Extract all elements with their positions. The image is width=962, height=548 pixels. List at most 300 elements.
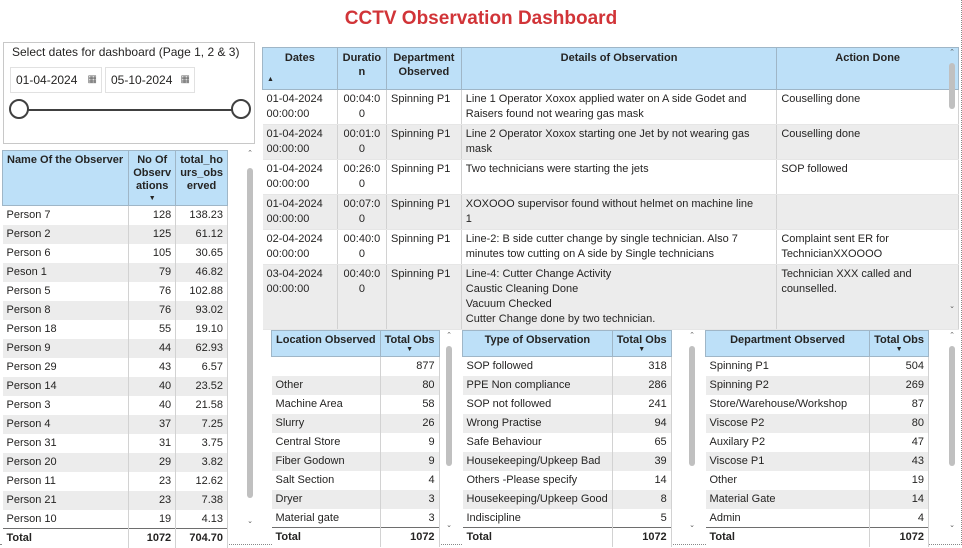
table-cell: 14 [612, 471, 671, 490]
sort-desc-icon[interactable]: ▼ [638, 346, 646, 353]
table-cell: 8 [612, 490, 671, 509]
table-cell [263, 125, 338, 160]
table-cell [777, 90, 959, 125]
start-date-value: 01-04-2024 [16, 73, 78, 87]
scroll-up-icon[interactable]: ⌃ [446, 332, 452, 339]
text-line: 03-04-2024 [266, 268, 323, 280]
text-line: Spinning P1 [391, 93, 451, 105]
table-cell: Other [272, 376, 381, 395]
slider-start-handle[interactable] [9, 99, 29, 119]
table-row[interactable] [463, 509, 672, 528]
table-cell: 6.57 [176, 358, 228, 377]
table-cell: Indiscipline [463, 509, 613, 528]
text-line: Dates [284, 52, 315, 64]
start-date-input[interactable] [10, 67, 102, 93]
text-line: 00:40:0 [343, 268, 381, 280]
text-line: minutes tow cutting on A side by Single technicians [465, 248, 715, 260]
text-line: Raisers found not wearing gas mask [465, 108, 644, 120]
table-cell: Person 4 [3, 415, 129, 434]
table-cell: Person 5 [3, 282, 129, 301]
column-header[interactable] [337, 48, 386, 90]
scroll-up-icon[interactable]: ⌃ [949, 332, 955, 339]
table-cell: Admin [706, 509, 870, 528]
column-header[interactable]: Total Obs ▼ [870, 331, 929, 357]
date-range-slicer[interactable] [3, 42, 255, 144]
table-cell: Slurry [272, 414, 381, 433]
table-cell: 3 [380, 490, 439, 509]
column-header[interactable]: Total Obs ▼ [612, 331, 671, 357]
text-line: Spinning P1 [391, 163, 451, 175]
text-line: Name Of the Observer [7, 154, 124, 166]
text-line: 00:07:0 [343, 198, 381, 210]
text-line: erved [186, 180, 217, 192]
table-row[interactable] [706, 433, 929, 452]
text-line: 00:00:00 [266, 213, 310, 225]
table-cell: 7.25 [176, 415, 228, 434]
table-cell: 19 [870, 471, 929, 490]
table-cell: 269 [870, 376, 929, 395]
table-cell: 30.65 [176, 244, 228, 263]
calendar-icon[interactable]: ▦ [180, 74, 190, 85]
table-cell: 128 [129, 206, 176, 225]
table-cell [387, 265, 462, 330]
table-cell: Fiber Godown [272, 452, 381, 471]
total-cell: 1072 [870, 528, 929, 547]
table-cell: 23 [129, 491, 176, 510]
table-cell: Material gate [272, 509, 381, 528]
table-cell: Person 8 [3, 301, 129, 320]
table-row[interactable] [3, 225, 228, 244]
table-cell: 4 [870, 509, 929, 528]
observation-row[interactable] [263, 125, 959, 160]
scroll-down-icon[interactable]: ⌄ [949, 522, 955, 529]
table-cell: 105 [129, 244, 176, 263]
table-cell [461, 195, 777, 230]
scroll-up-icon[interactable]: ⌃ [949, 49, 955, 56]
text-line: 00:00:00 [266, 178, 310, 190]
table-cell: Auxilary P2 [706, 433, 870, 452]
table-cell: Person 7 [3, 206, 129, 225]
text-line: Line-2: B side cutter change by single technician. Also 7 [465, 233, 738, 245]
text-line: Department [393, 52, 455, 64]
table-cell: Person 11 [3, 472, 129, 491]
text-line: 02-04-2024 [266, 233, 323, 245]
table-row[interactable] [3, 206, 228, 225]
table-cell [461, 90, 777, 125]
table-cell: SOP followed [463, 357, 613, 376]
total-cell: 704.70 [176, 529, 228, 548]
text-line: Caustic Cleaning Done [465, 283, 579, 295]
department-table [705, 330, 929, 544]
table-cell: Housekeeping/Upkeep Good [463, 490, 613, 509]
table-cell: 7.38 [176, 491, 228, 510]
column-header[interactable] [777, 48, 959, 90]
table-cell: 138.23 [176, 206, 228, 225]
table-row[interactable] [3, 282, 228, 301]
column-header[interactable]: Type of Observation [463, 331, 613, 357]
text-line: 00:01:0 [343, 128, 381, 140]
text-line: urs_obs [180, 167, 223, 179]
table-cell: 80 [870, 414, 929, 433]
table-cell: PPE Non compliance [463, 376, 613, 395]
table-cell: 93.02 [176, 301, 228, 320]
text-line: Two technicians were starting the jets [465, 163, 649, 175]
total-cell: 1072 [380, 528, 439, 547]
text-line: 00:00:00 [266, 108, 310, 120]
sort-asc-icon[interactable]: ▲ [267, 76, 274, 83]
column-header[interactable] [461, 48, 777, 90]
table-row[interactable] [3, 377, 228, 396]
table-row[interactable] [272, 509, 440, 528]
total-cell: 1072 [612, 528, 671, 547]
table-cell: Other [706, 471, 870, 490]
table-row[interactable] [272, 452, 440, 471]
text-line: Duratio [342, 52, 382, 64]
table-cell: 94 [612, 414, 671, 433]
table-cell: 9 [380, 433, 439, 452]
column-header[interactable] [387, 48, 462, 90]
scroll-thumb[interactable] [689, 346, 695, 466]
table-row[interactable] [463, 471, 672, 490]
table-row[interactable] [463, 452, 672, 471]
scroll-thumb[interactable] [949, 63, 955, 109]
text-line: Action Done [835, 52, 901, 64]
text-line: Observed [398, 66, 450, 78]
table-cell: Person 20 [3, 453, 129, 472]
table-row[interactable] [463, 490, 672, 509]
table-cell: Person 21 [3, 491, 129, 510]
table-cell: 26 [380, 414, 439, 433]
table-cell: 47 [870, 433, 929, 452]
observer-table [2, 150, 228, 545]
table-cell: 3.82 [176, 453, 228, 472]
total-cell: Total [3, 529, 129, 548]
table-row[interactable] [3, 396, 228, 415]
text-line: 01-04-2024 [266, 128, 323, 140]
table-row[interactable] [463, 414, 672, 433]
location-table-scrollbar[interactable] [445, 330, 453, 538]
scroll-up-icon[interactable]: ⌃ [689, 332, 695, 339]
table-cell: Person 2 [3, 225, 129, 244]
total-cell: Total [463, 528, 613, 547]
scroll-down-icon[interactable]: ⌄ [446, 522, 452, 529]
table-cell: 241 [612, 395, 671, 414]
text-line: 0 [358, 143, 365, 155]
table-cell [387, 230, 462, 265]
scroll-thumb[interactable] [247, 168, 253, 498]
table-cell: 29 [129, 453, 176, 472]
text-line: total_ho [180, 154, 223, 166]
table-cell [387, 125, 462, 160]
table-cell [337, 160, 386, 195]
table-cell: 23.52 [176, 377, 228, 396]
column-header[interactable]: Department Observed [706, 331, 870, 357]
table-cell: 46.82 [176, 263, 228, 282]
table-cell: 76 [129, 282, 176, 301]
column-header[interactable]: Location Observed [272, 331, 381, 357]
table-row[interactable] [3, 472, 228, 491]
table-cell: Person 3 [3, 396, 129, 415]
table-row[interactable] [3, 453, 228, 472]
table-row[interactable] [3, 301, 228, 320]
text-line: Cutter Change done by two technician. [465, 313, 656, 325]
table-cell [387, 160, 462, 195]
table-cell: 23 [129, 472, 176, 491]
table-cell: 14 [870, 490, 929, 509]
table-cell [263, 160, 338, 195]
column-header[interactable]: Total Obs ▼ [380, 331, 439, 357]
page-title: CCTV Observation Dashboard [344, 8, 618, 29]
table-cell: 43 [129, 358, 176, 377]
table-cell: Person 18 [3, 320, 129, 339]
table-cell [777, 230, 959, 265]
table-cell [777, 265, 959, 330]
table-cell: 44 [129, 339, 176, 358]
table-cell: Person 31 [3, 434, 129, 453]
table-cell: 21.58 [176, 396, 228, 415]
table-cell: Spinning P2 [706, 376, 870, 395]
text-line: 0 [358, 283, 365, 295]
table-row[interactable] [463, 376, 672, 395]
sort-desc-icon[interactable]: ▼ [148, 195, 156, 202]
table-row[interactable] [706, 395, 929, 414]
scroll-up-icon[interactable]: ⌃ [247, 150, 253, 157]
text-line: Details of Observation [560, 52, 678, 64]
table-cell: 102.88 [176, 282, 228, 301]
table-row[interactable] [272, 414, 440, 433]
table-cell: Others -Please specify [463, 471, 613, 490]
table-cell: 877 [380, 357, 439, 376]
table-cell: 4 [380, 471, 439, 490]
text-line: Spinning P1 [391, 128, 451, 140]
table-cell: Central Store [272, 433, 381, 452]
table-cell [337, 125, 386, 160]
text-line: Technician XXX called and [781, 268, 912, 280]
table-row[interactable] [706, 471, 929, 490]
table-cell: 3.75 [176, 434, 228, 453]
table-cell: 5 [612, 509, 671, 528]
table-cell: 55 [129, 320, 176, 339]
table-cell: Person 10 [3, 510, 129, 529]
table-cell [461, 125, 777, 160]
table-row[interactable] [3, 415, 228, 434]
table-cell: Spinning P1 [706, 357, 870, 376]
table-cell: 62.93 [176, 339, 228, 358]
text-line: 0 [358, 213, 365, 225]
table-row[interactable] [3, 339, 228, 358]
table-row[interactable] [706, 357, 929, 376]
text-line: 00:26:0 [343, 163, 381, 175]
scroll-down-icon[interactable]: ⌄ [247, 518, 253, 525]
table-cell [777, 160, 959, 195]
table-cell: SOP not followed [463, 395, 613, 414]
table-row[interactable] [706, 452, 929, 471]
table-cell: Material Gate [706, 490, 870, 509]
text-line: TechnicianXXOOOO [781, 248, 883, 260]
total-row [463, 528, 672, 547]
text-line: 00:00:00 [266, 143, 310, 155]
observation-row[interactable] [263, 230, 959, 265]
table-cell: Store/Warehouse/Workshop [706, 395, 870, 414]
table-row[interactable] [463, 395, 672, 414]
total-cell: 1072 [129, 529, 176, 548]
table-cell [387, 195, 462, 230]
calendar-icon[interactable]: ▦ [87, 74, 97, 85]
text-line: Couselling done [781, 128, 861, 140]
text-line: Line 1 Operator Xoxox applied water on A side Godet and [465, 93, 747, 105]
scroll-down-icon[interactable]: ⌄ [689, 522, 695, 529]
table-cell: Wrong Practise [463, 414, 613, 433]
table-cell: Viscose P1 [706, 452, 870, 471]
text-line: XOXOOO supervisor found without helmet on machine line [465, 198, 754, 210]
table-row[interactable] [272, 395, 440, 414]
table-cell: 37 [129, 415, 176, 434]
text-line: Observ [133, 167, 172, 179]
table-row[interactable] [3, 263, 228, 282]
end-date-input[interactable] [105, 67, 195, 93]
column-header[interactable] [263, 48, 338, 90]
table-cell: 318 [612, 357, 671, 376]
slider-end-handle[interactable] [231, 99, 251, 119]
table-row[interactable] [272, 433, 440, 452]
table-cell: Dryer [272, 490, 381, 509]
column-header[interactable] [129, 151, 176, 206]
table-cell: 43 [870, 452, 929, 471]
text-line: Spinning P1 [391, 233, 451, 245]
table-row[interactable] [3, 510, 228, 529]
table-cell [777, 195, 959, 230]
text-line: Line 2 Operator Xoxox starting one Jet by not wearing gas [465, 128, 750, 140]
table-cell: Peson 1 [3, 263, 129, 282]
text-line: SOP followed [781, 163, 848, 175]
end-date-value: 05-10-2024 [111, 73, 173, 87]
table-row[interactable] [3, 434, 228, 453]
table-cell: 87 [870, 395, 929, 414]
table-row[interactable] [3, 358, 228, 377]
table-cell: Machine Area [272, 395, 381, 414]
table-cell: 65 [612, 433, 671, 452]
text-line: 00:04:0 [343, 93, 381, 105]
table-cell [272, 357, 381, 376]
scroll-thumb[interactable] [446, 346, 452, 466]
table-cell [263, 195, 338, 230]
total-cell: Total [272, 528, 381, 547]
table-cell: 125 [129, 225, 176, 244]
table-cell: Person 29 [3, 358, 129, 377]
text-line: n [358, 66, 366, 78]
table-row[interactable] [463, 433, 672, 452]
table-cell: 3 [380, 509, 439, 528]
observation-type-scrollbar[interactable] [688, 330, 696, 538]
total-cell: Total [706, 528, 870, 547]
table-row[interactable] [706, 414, 929, 433]
table-cell: Safe Behaviour [463, 433, 613, 452]
observation-row[interactable] [263, 160, 959, 195]
table-cell: 4.13 [176, 510, 228, 529]
table-cell: Person 14 [3, 377, 129, 396]
text-line: ations [135, 180, 169, 192]
text-line: 01-04-2024 [266, 163, 323, 175]
observation-row[interactable] [263, 265, 959, 330]
scroll-down-icon[interactable]: ⌄ [949, 303, 955, 310]
table-row[interactable] [706, 376, 929, 395]
text-line: Spinning P1 [391, 198, 451, 210]
text-line: 0 [358, 248, 365, 260]
text-line: 01-04-2024 [266, 93, 323, 105]
table-cell: 80 [380, 376, 439, 395]
column-header[interactable] [3, 151, 129, 206]
table-cell: 12.62 [176, 472, 228, 491]
table-cell [263, 90, 338, 125]
table-cell: 286 [612, 376, 671, 395]
table-cell: 39 [612, 452, 671, 471]
observer-table-scrollbar[interactable] [246, 150, 254, 542]
table-cell [337, 195, 386, 230]
table-cell: Person 9 [3, 339, 129, 358]
text-line: No Of [137, 154, 168, 166]
slicer-label: Select dates for dashboard (Page 1, 2 & 3) [12, 45, 240, 59]
column-header[interactable] [176, 151, 228, 206]
text-line: Vacuum Checked [465, 298, 552, 310]
table-cell: 19 [129, 510, 176, 529]
table-cell: 19.10 [176, 320, 228, 339]
text-line: Couselling done [781, 93, 861, 105]
text-line: 0 [358, 178, 365, 190]
table-row[interactable] [272, 376, 440, 395]
observation-type-table [462, 330, 670, 544]
table-cell: 61.12 [176, 225, 228, 244]
total-row [272, 528, 440, 547]
table-cell [777, 125, 959, 160]
table-row[interactable] [706, 509, 929, 528]
text-line: Line-4: Cutter Change Activity [465, 268, 612, 280]
observation-row[interactable] [263, 90, 959, 125]
table-row[interactable] [272, 357, 440, 376]
table-row[interactable] [3, 491, 228, 510]
table-row[interactable] [706, 490, 929, 509]
table-cell: 40 [129, 396, 176, 415]
table-cell [337, 265, 386, 330]
scroll-thumb[interactable] [949, 346, 955, 466]
department-table-scrollbar[interactable] [948, 330, 956, 538]
table-cell: 504 [870, 357, 929, 376]
table-cell [337, 90, 386, 125]
table-cell: 76 [129, 301, 176, 320]
date-slider-track[interactable] [18, 109, 244, 111]
table-row[interactable] [272, 490, 440, 509]
table-cell: 31 [129, 434, 176, 453]
observation-details-table [262, 47, 959, 325]
sort-desc-icon[interactable]: ▼ [406, 346, 414, 353]
table-row[interactable] [3, 320, 228, 339]
table-cell: Salt Section [272, 471, 381, 490]
text-line: Spinning P1 [391, 268, 451, 280]
text-line: 00:00:00 [266, 283, 310, 295]
table-cell [263, 265, 338, 330]
table-cell: 79 [129, 263, 176, 282]
table-cell [461, 230, 777, 265]
sort-desc-icon[interactable]: ▼ [895, 346, 903, 353]
table-row[interactable] [272, 471, 440, 490]
text-line: 01-04-2024 [266, 198, 323, 210]
total-row [706, 528, 929, 547]
table-cell: 58 [380, 395, 439, 414]
table-row[interactable] [3, 244, 228, 263]
table-cell: 40 [129, 377, 176, 396]
observation-row[interactable] [263, 195, 959, 230]
observation-table-scrollbar[interactable] [948, 47, 956, 319]
table-row[interactable] [463, 357, 672, 376]
